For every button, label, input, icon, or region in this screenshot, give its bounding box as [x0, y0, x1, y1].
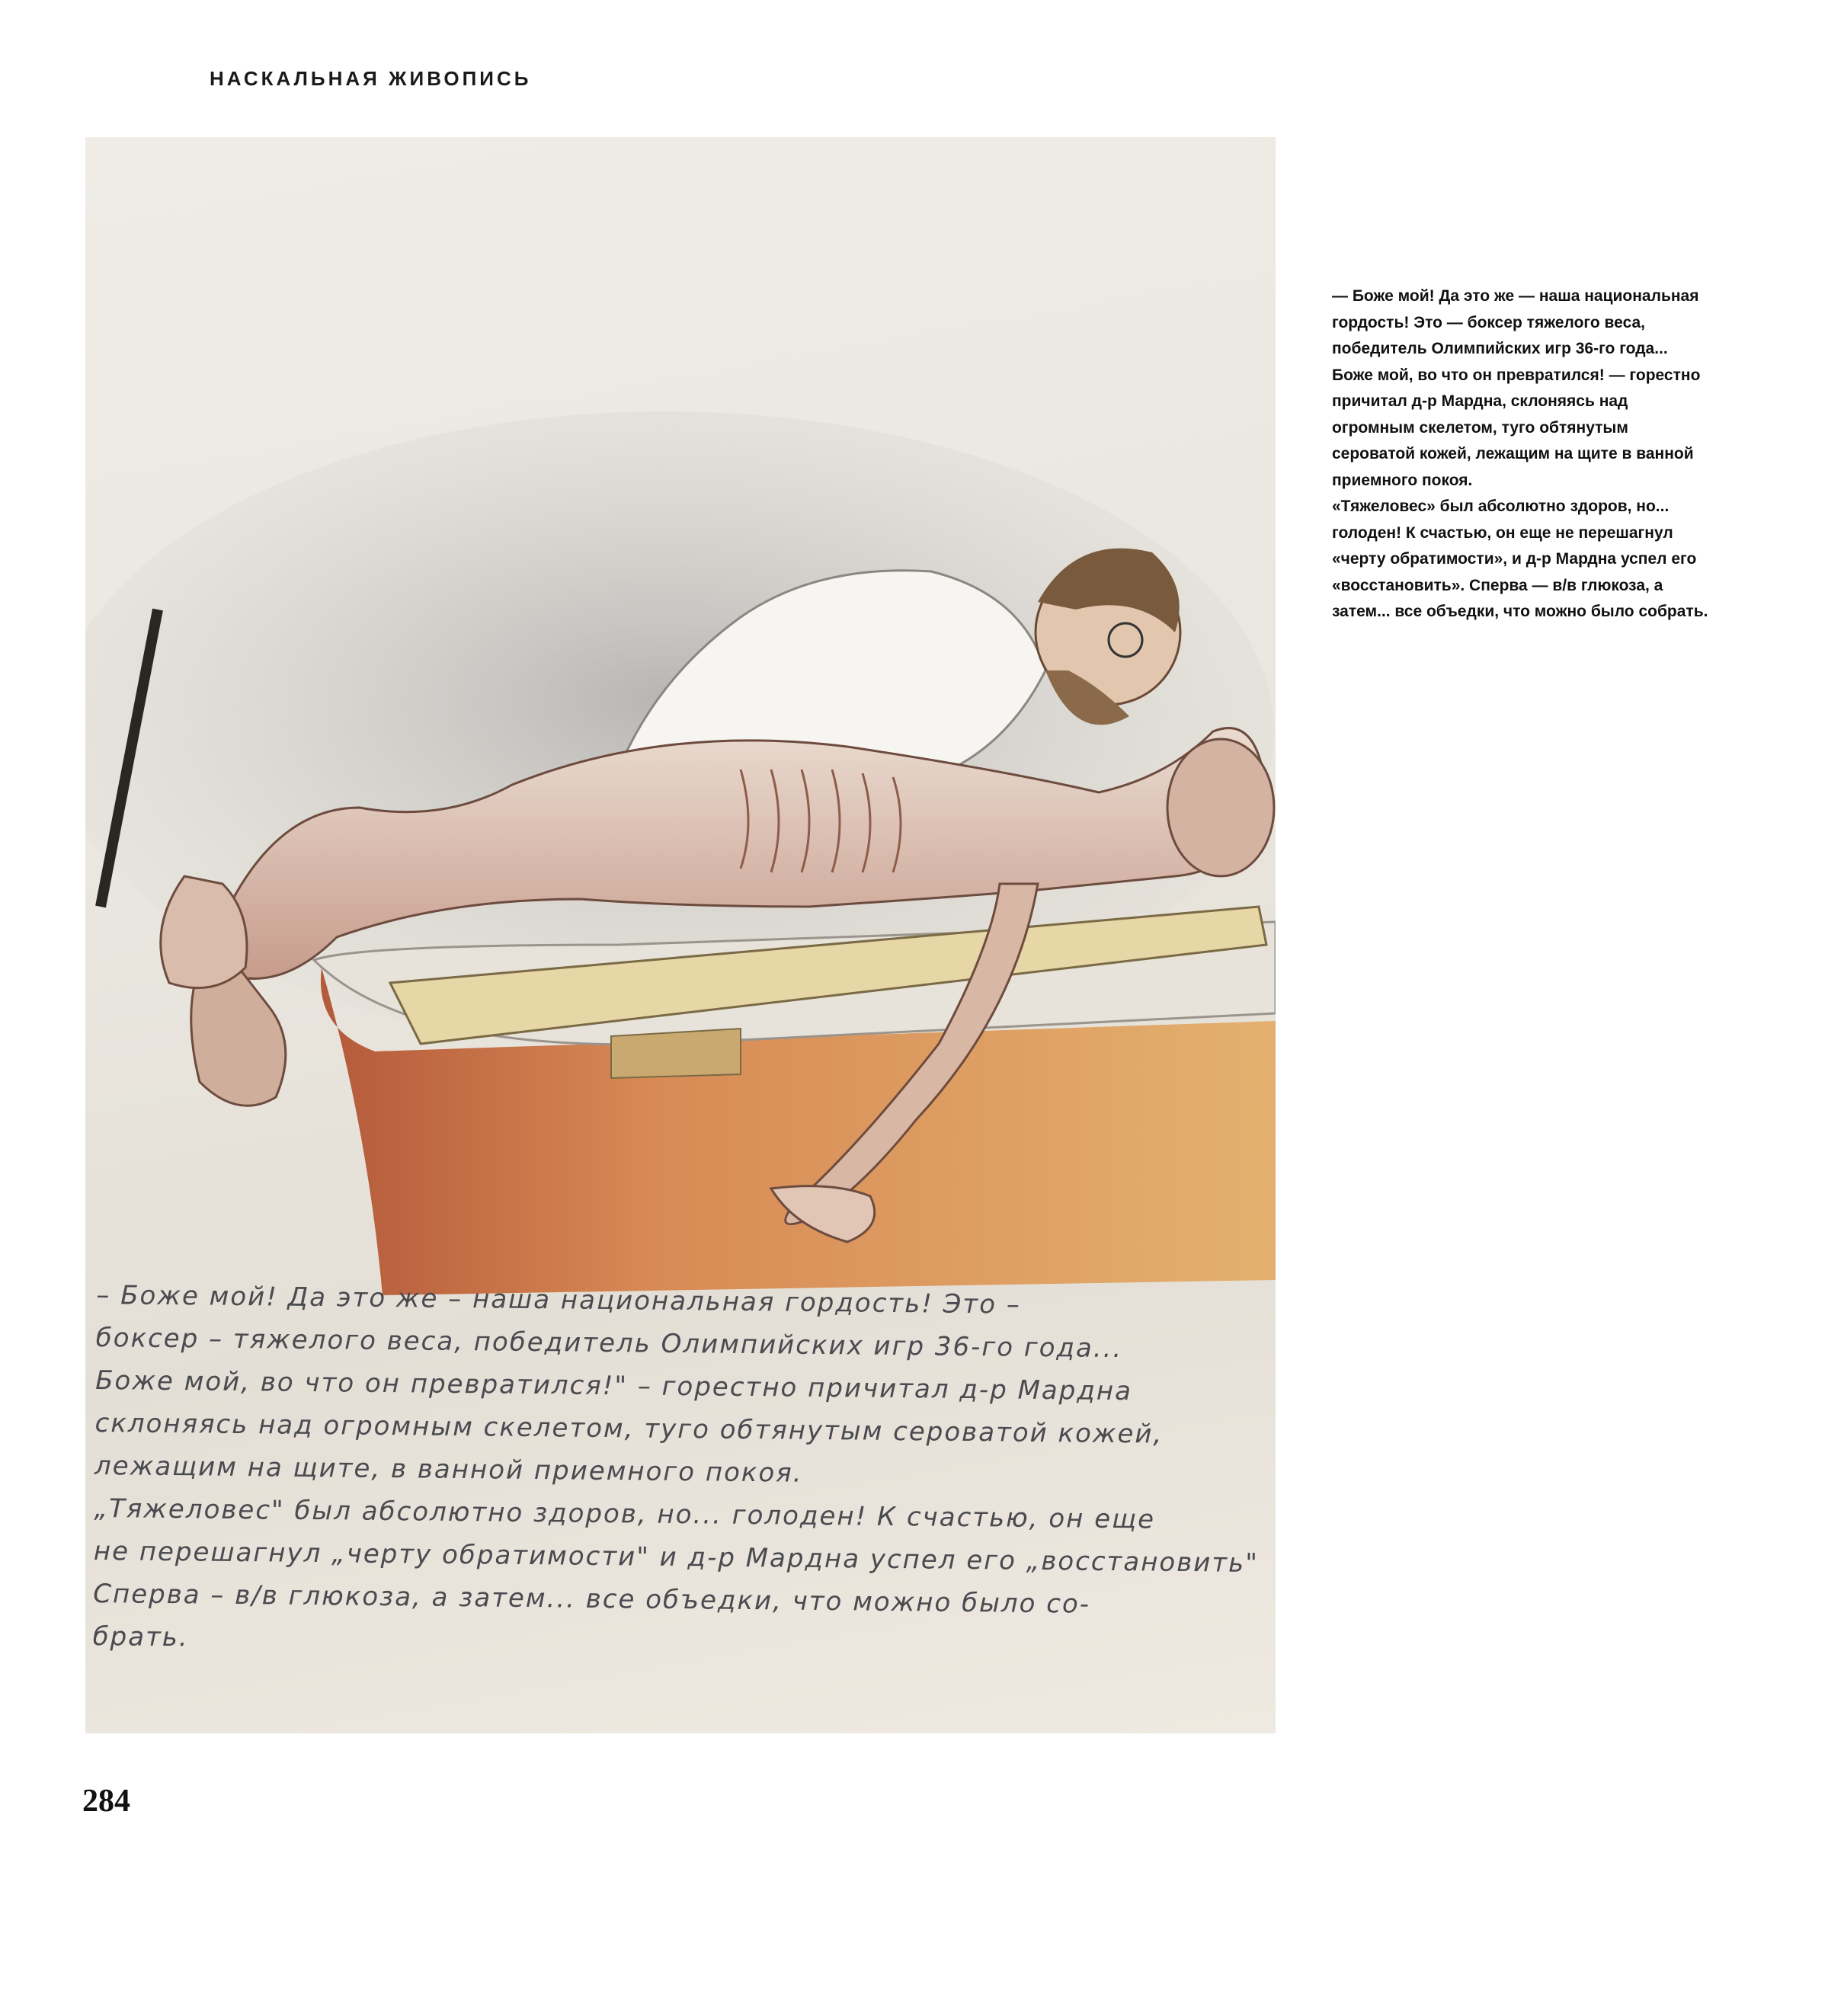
board-crosspiece: [611, 1029, 741, 1078]
handwritten-line: Сперва – в/в глюкоза, а затем... все объедки, что можно было со-: [93, 1578, 1091, 1620]
patient-head: [1167, 739, 1274, 876]
handwritten-line: склоняясь над огромным скелетом, туго обтянутым сероватой кожей,: [94, 1407, 1164, 1450]
handwritten-line: – Боже мой! Да это же – наша национальная гордость! Это –: [96, 1280, 1022, 1320]
handwritten-line: Боже мой, во что он превратился!" – горестно причитал д-р Мардна: [95, 1365, 1133, 1407]
page-number: 284: [82, 1784, 130, 1819]
caption: [1332, 283, 1713, 626]
caption-paragraph: «Тяжеловес» был абсолютно здоров, но... голоден! К счастью, он еще не перешагнул «черту обратимости», и д-р Мардна успел его «восстановить». Сперва — в/в глюкоза, а затем... все объедки, что можно было собрать.: [1332, 498, 1708, 620]
handwritten-line: брать.: [92, 1621, 189, 1653]
handwritten-line: боксер – тяжелого веса, победитель Олимпийских игр 36-го года...: [95, 1322, 1123, 1365]
caption-paragraph: — Боже мой! Да это же — наша национальная гордость! Это — боксер тяжелого веса, победитель Олимпийских игр 36-го года... Боже мой, во что он превратился! — горестно причитал д-р Мардна, склоняясь над огромным скелетом, туго обтянутым сероватой кожей, лежащим на щите в ванной приемного покоя.: [1332, 287, 1701, 489]
handwritten-line: „Тяжеловес" был абсолютно здоров, но... голоден! К счастью, он еще: [94, 1493, 1156, 1535]
handwritten-inscription: [92, 1274, 1262, 1670]
running-head: НАСКАЛЬНАЯ ЖИВОПИСЬ: [210, 67, 532, 90]
handwritten-line: лежащим на щите, в ванной приемного покоя.: [94, 1450, 803, 1489]
illustration-plate: [85, 137, 1276, 1733]
handwritten-line: не перешагнул „черту обратимости" и д-р Мардна успел его „восстановить": [93, 1535, 1260, 1579]
